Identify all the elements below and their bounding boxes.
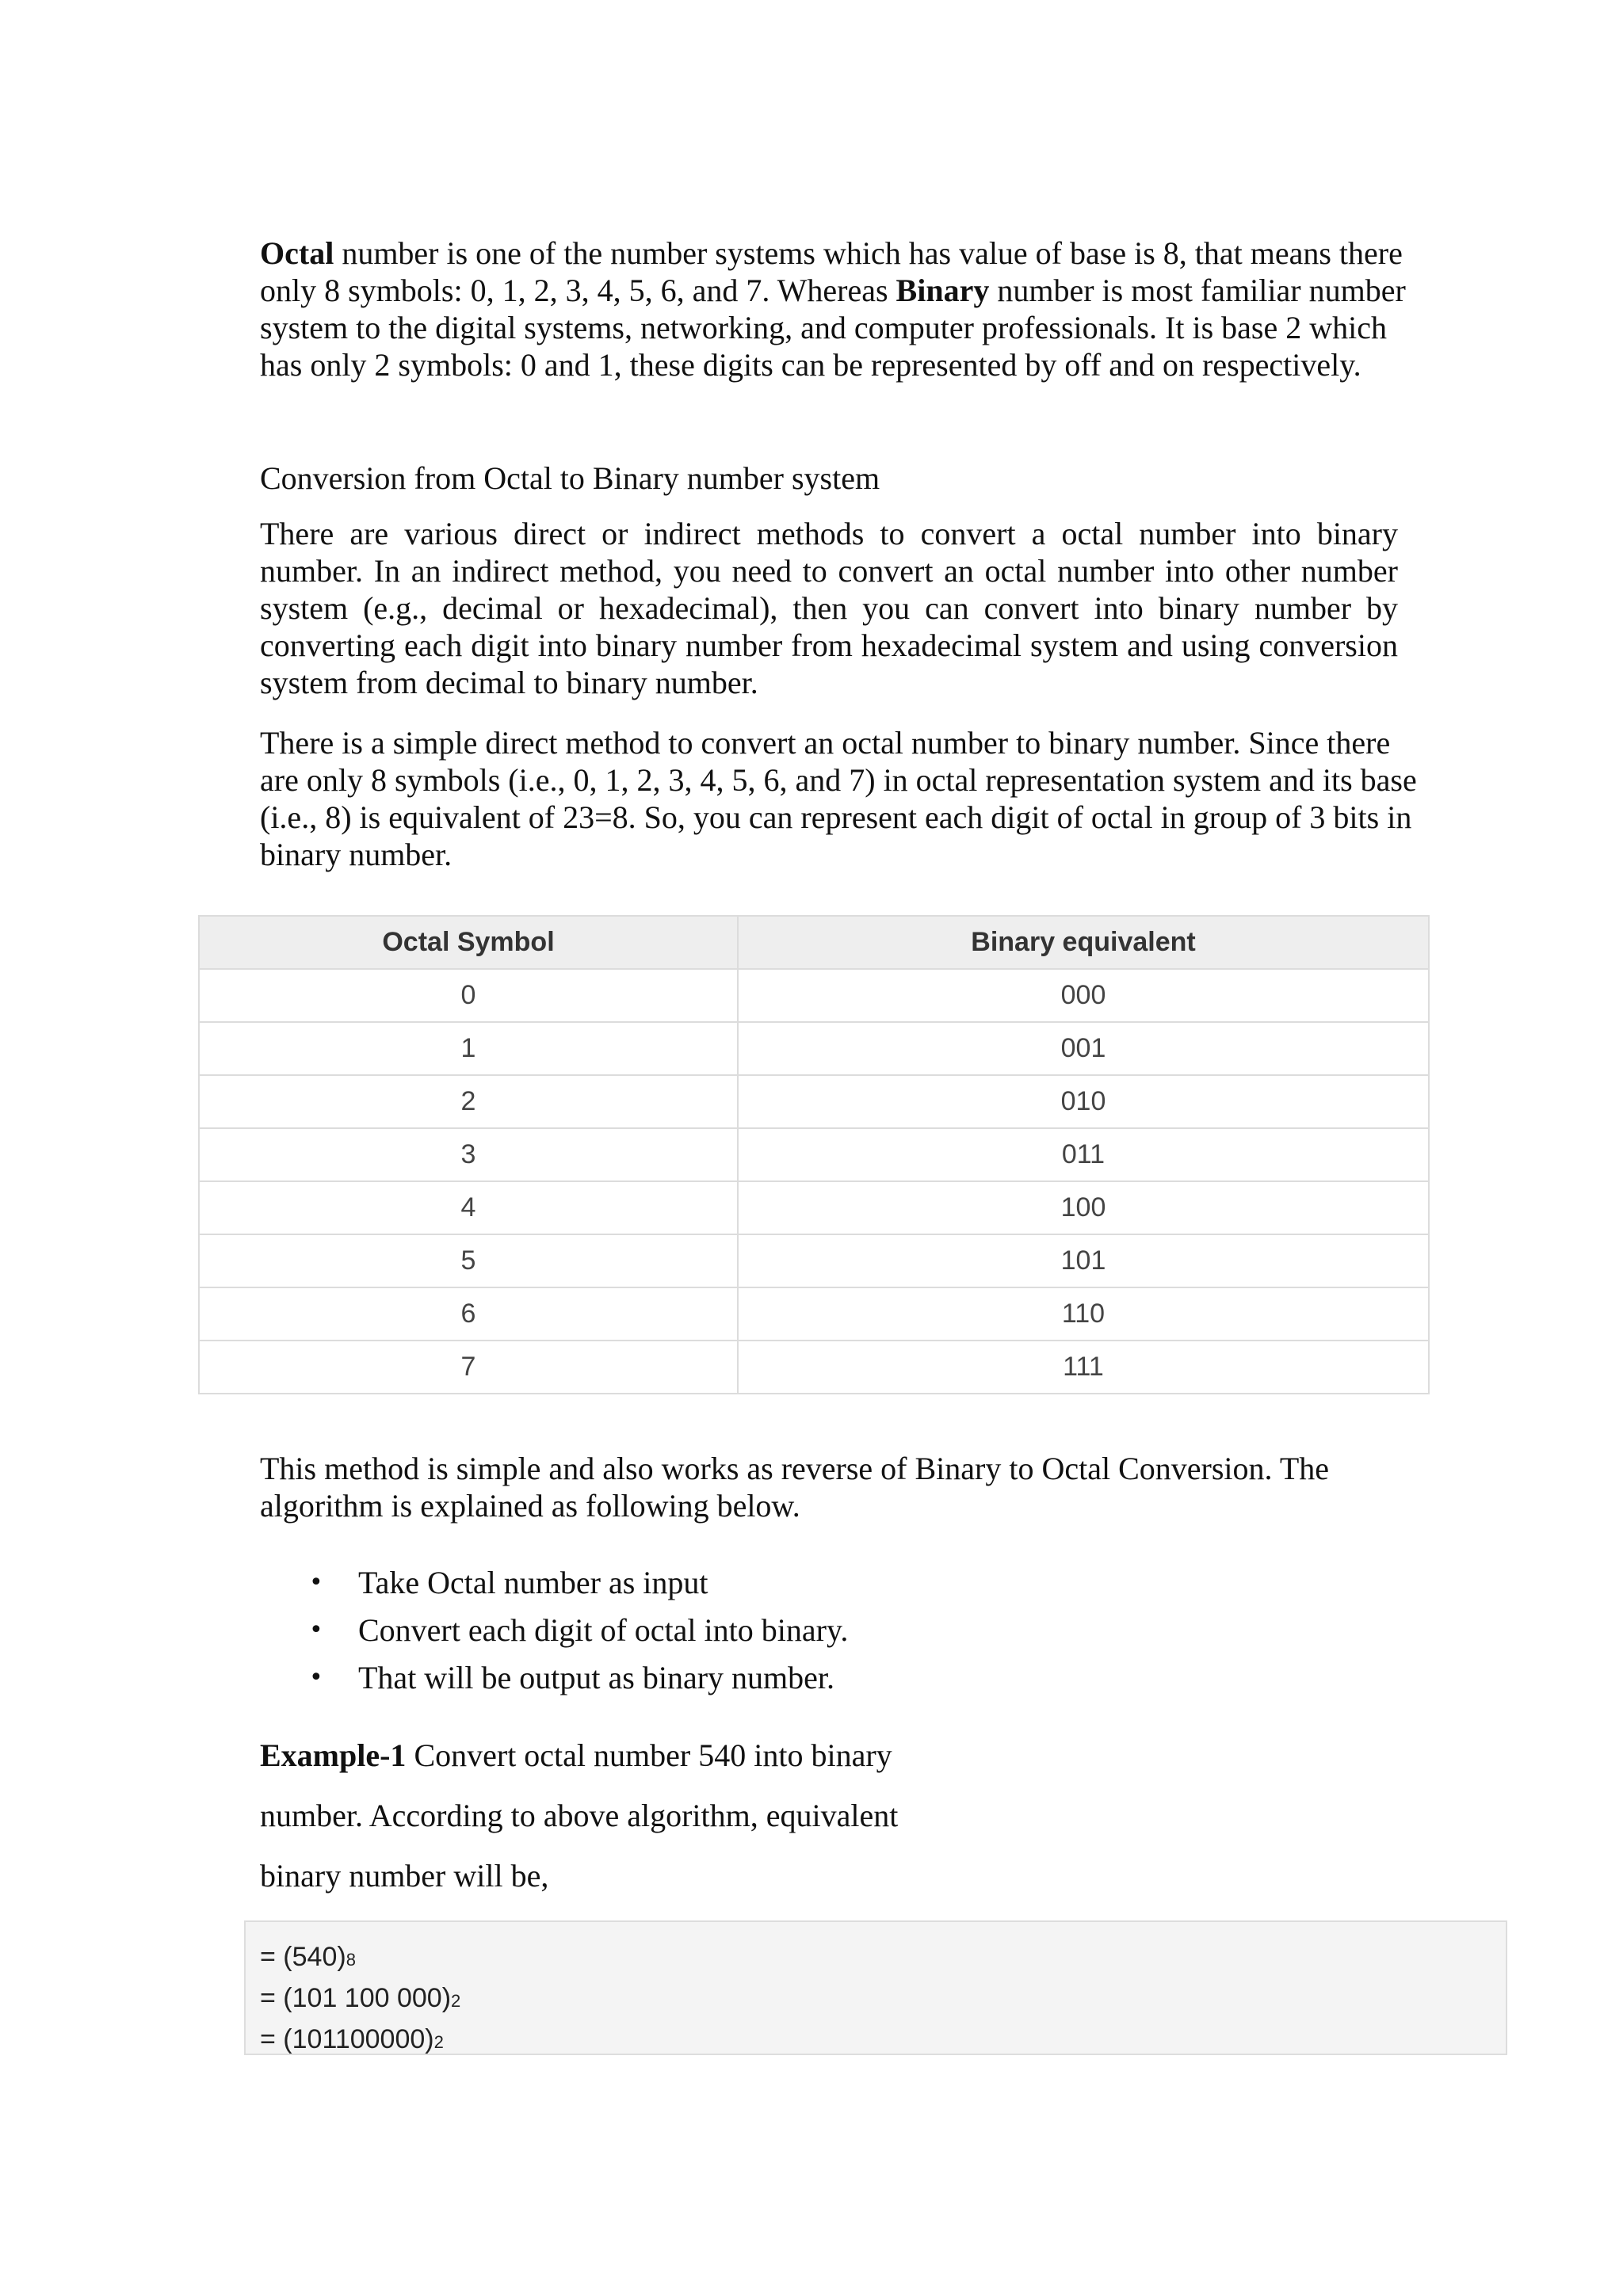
bullet-icon: • (309, 1664, 323, 1691)
step-text: Convert each digit of octal into binary. (358, 1612, 849, 1648)
octal-cell: 6 (199, 1287, 738, 1341)
octal-cell: 5 (199, 1234, 738, 1287)
bullet-icon: • (309, 1569, 323, 1596)
intro-paragraph (260, 235, 1433, 383)
intro-text-1: number is one of the number systems which has value of base is 8, that means there only 8 symbols: 0, 1, 2, 3, 4, 5, 6, and 7. Whereas (260, 235, 1403, 308)
example-line-3: binary number will be, (260, 1858, 549, 1894)
reverse-method-paragraph: This method is simple and also works as reverse of Binary to Octal Conversion. The algorithm is explained as following below. (260, 1451, 1330, 1524)
binary-term: Binary (896, 273, 990, 308)
direct-method-paragraph: There is a simple direct method to convert an octal number to binary number. Since there are only 8 symbols (i.e., 0, 1, 2, 3, 4, 5, 6, and 7) in octal representation system and its base (i.e., 8) is equivalent of 23=8. So, you can represent each digit of octal in group of 3 bits in binary number. (260, 725, 1417, 872)
table-row (199, 1181, 1429, 1234)
octal-cell: 2 (199, 1075, 738, 1128)
table-row (199, 1075, 1429, 1128)
octal-cell: 1 (199, 1022, 738, 1075)
example-line-1 (260, 1737, 973, 1774)
computation-box (244, 1920, 1507, 2055)
octal-cell: 7 (199, 1341, 738, 1394)
computation-line (260, 1938, 1506, 1979)
computation-line (260, 2020, 1506, 2061)
header-octal-symbol: Octal Symbol (199, 916, 738, 969)
step-text: That will be output as binary number. (358, 1660, 834, 1695)
step-text: Take Octal number as input (358, 1565, 708, 1600)
header-binary-equivalent: Binary equivalent (738, 916, 1429, 969)
binary-cell: 011 (738, 1128, 1429, 1181)
example-label: Example-1 (260, 1737, 407, 1773)
octal-binary-table (198, 915, 1430, 1394)
conversion-table-container (198, 915, 1430, 1394)
algorithm-steps-list (260, 1564, 1290, 1707)
table-row (199, 1341, 1429, 1394)
list-item (260, 1564, 1290, 1611)
octal-cell: 3 (199, 1128, 738, 1181)
binary-cell: 010 (738, 1075, 1429, 1128)
table-row (199, 1234, 1429, 1287)
computation-expr: = (101100000) (260, 2024, 434, 2054)
intro-text-2: number is most familiar number system to the digital systems, networking, and computer professionals. It is base 2 which has only 2 symbols: 0 and 1, these digits can be represented by off and on respectively. (260, 273, 1406, 383)
binary-cell: 110 (738, 1287, 1429, 1341)
example-text-1: Convert octal number 540 into binary (406, 1737, 892, 1773)
list-item (260, 1659, 1290, 1707)
octal-cell: 4 (199, 1181, 738, 1234)
binary-cell: 100 (738, 1181, 1429, 1234)
computation-line (260, 1979, 1506, 2020)
table-header-row (199, 916, 1429, 969)
computation-base: 2 (451, 1991, 461, 2011)
octal-cell: 0 (199, 969, 738, 1022)
table-row (199, 1022, 1429, 1075)
table-row (199, 1287, 1429, 1341)
table-row (199, 969, 1429, 1022)
octal-term: Octal (260, 235, 334, 271)
list-item (260, 1611, 1290, 1659)
methods-paragraph: There are various direct or indirect methods to convert a octal number into binary number. In an indirect method, you need to convert an octal number into other number system (e.g., decimal or hexadecimal), then you can convert into binary number by converting each digit into binary number from hexadecimal system and using conversion system from decimal to binary number. (260, 516, 1398, 700)
computation-base: 8 (346, 1950, 356, 1970)
example-line-2: number. According to above algorithm, equivalent (260, 1798, 899, 1833)
bullet-icon: • (309, 1616, 323, 1644)
binary-cell: 111 (738, 1341, 1429, 1394)
computation-expr: = (540) (260, 1942, 346, 1972)
binary-cell: 001 (738, 1022, 1429, 1075)
table-row (199, 1128, 1429, 1181)
computation-expr: = (101 100 000) (260, 1983, 452, 2013)
binary-cell: 000 (738, 969, 1429, 1022)
computation-base: 2 (433, 2032, 444, 2052)
binary-cell: 101 (738, 1234, 1429, 1287)
section-heading: Conversion from Octal to Binary number system (260, 460, 880, 496)
